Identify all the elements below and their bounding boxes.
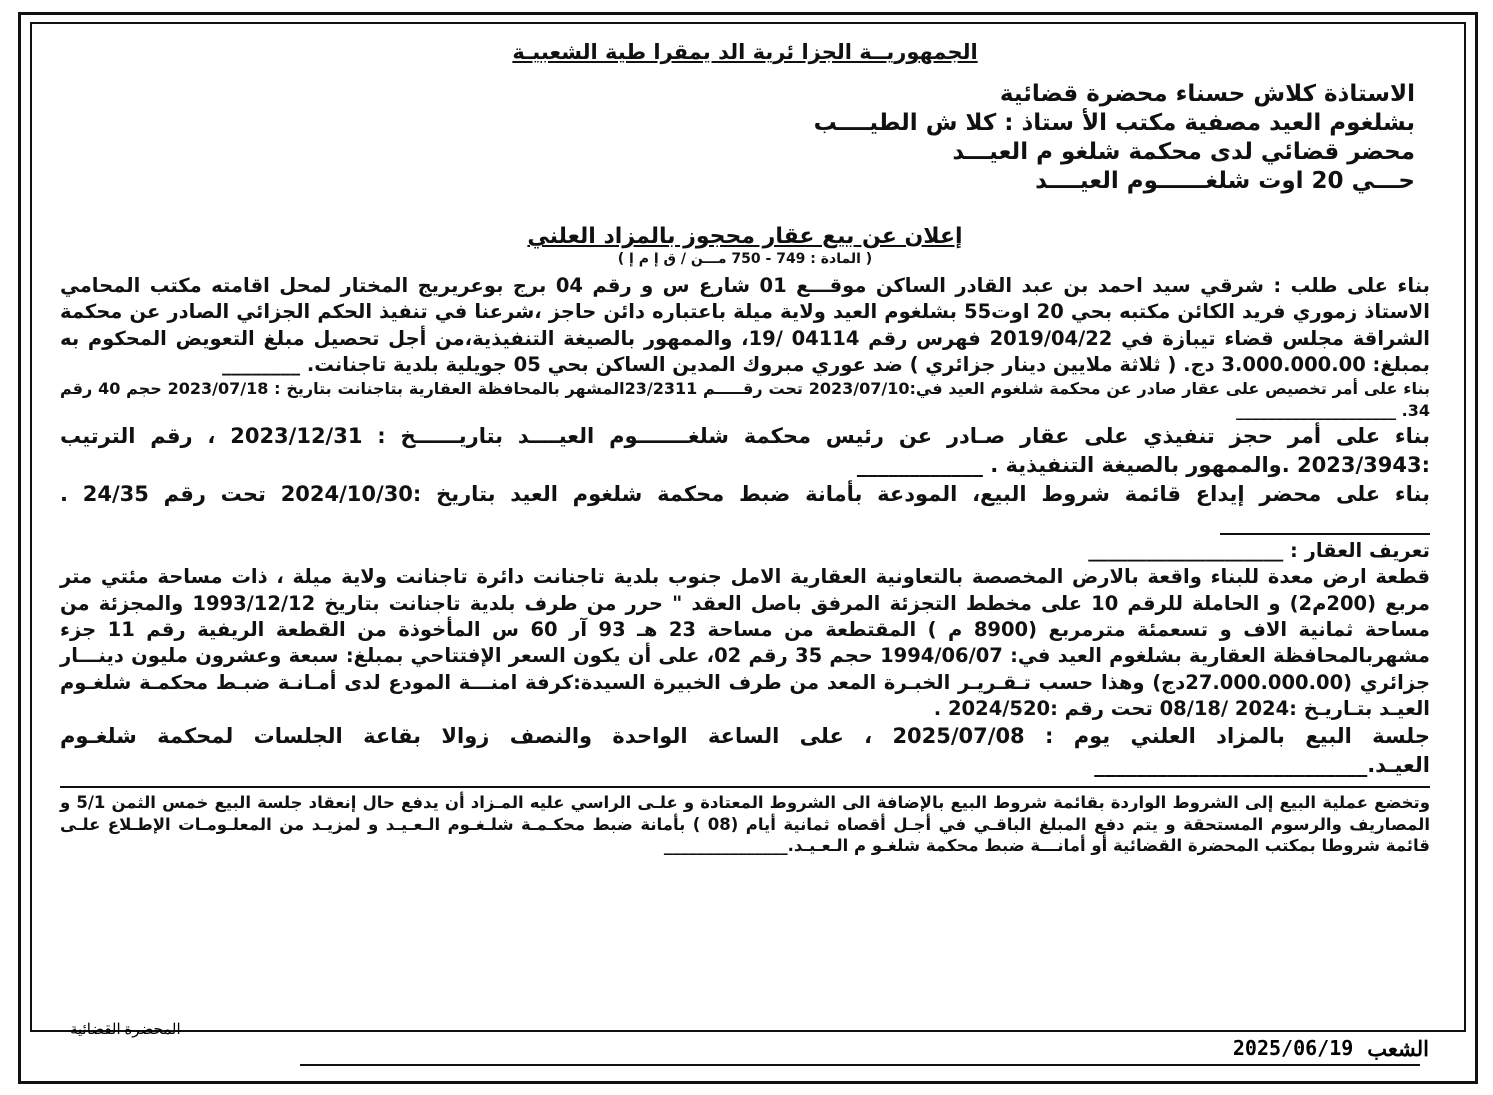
bailiff-header (60, 80, 1430, 196)
office-address: حـــي 20 اوت شلغــــــوم العيــــد (1035, 168, 1415, 194)
footer-rule (300, 1064, 1420, 1066)
publication-footer (1009, 1036, 1429, 1061)
paragraph-terms: وتخضع عملية البيع إلى الشروط الواردة بقائمة شروط البيع بالإضافة الى الشروط المعتادة و علـى الراسي عليه المـزاد أن يدفع حال إنعقاد جلسة البيع خمس الثمن 5/1 و المصاريف والرسوم المستحقة و يتم دفع المبلغ الباقـي في أجـل أقصاه ثمانية أيام (08 ) بأمانة ضبط محكـمـة شلـغـوم الـعـيـد و لمزيـد من المعلـومـات الإطـلاع علـى قائمة شروطا بمكتب المحضرة القضائية أو أمانـــة ضبط محكمة شلغـو م الـعـيـد._______________ (60, 793, 1430, 856)
republic-heading: الجمهوريــة الجزا ئرية الد يمقرا طية الشعبيـة (512, 40, 978, 64)
signature-label: المحضرة القضائية (70, 1022, 181, 1038)
newspaper-name: الشعب (1367, 1036, 1429, 1061)
paragraph-property-description: قطعة ارض معدة للبناء واقعة بالارض المخصصة بالتعاونية العقارية الامل جنوب بلدية تاجنانت دائرة تاجنانت ولاية ميلة ، ذات مساحة مئتي متر مربع (200م2) و الحاملة للرقم 10 على مخطط التجزئة المرفق باصل العقد " حرر من طرف بلدية تاجنانت بتاريخ 1993/12/12 والمجزئة من مساحة ثمانية الاف و تسعمئة مترمربع (8900 م ) المقتطعة من مساحة 23 هـ 93 آر 60 س المأخوذة من القطعة الريفية رقم 11 جزء مشهربالمحافظة العقارية بشلغوم العيد في: 1994/06/07 حجم 35 رقم 02، على أن يكون السعر الإفتتاحي بمبلغ: سبعة وعشرون مليون دينـــار جزائري (27.000.000.00دج) وهذا حسب تـقـريـر الخبـرة المعد من طرف الخبيرة السيدة:كرفة امنـــة المودع لدى أمـانـة ضبـط محكمـة شلغـوم العيـد بتـاريـخ :2024 /08/18 تحت رقم :2024/520 . (60, 565, 1431, 720)
publication-date: 2025/06/19 (1232, 1036, 1354, 1060)
notice-body (60, 273, 1430, 780)
section-divider (60, 786, 1430, 788)
paragraph-conditions-deposit: بناء على محضر إيداع قائمة شروط البيع، المودعة بأمانة ضبط محكمة شلغوم العيد بتاريخ :2024/10/30 تحت رقم 24/35 . ____________________ (60, 482, 1430, 536)
legal-notice-document (60, 30, 1430, 857)
office-successor: بشلغوم العيد مصفية مكتب الأ ستاذ : كلا ش الطيــــب (813, 110, 1415, 136)
court-affiliation: محضر قضائي لدى محكمة شلغو م العيـــد (952, 139, 1415, 165)
paragraph-request: بناء على طلب : شرقي سيد احمد بن عبد القادر الساكن موقـــع 01 شارع س و رقم 04 برج بوعريريج المختار لمحل اقامته مكتب المحامي الاستاذ زموري فريد الكائن مكتبه بحي 20 اوت55 بشلغوم العيد ولاية ميلة باعتباره دائن حاجز ،شرعنا في تنفيذ الحكم الجزائي الصادر عن محكمة الشراقة مجلس قضاء تيبازة في 2019/04/22 فهرس رقم 04114 /19، والممهور بالصيغة التنفيذية،من أجل تحصيل مبلغ التعويض المحكوم به بمبلغ: 3.000.000.00 دج. ( ثلاثة ملايين دينار جزائري ) ضد عوري مبروك المدين الساكن بحي 05 جويلية بلدية تاجنانت. ________ (60, 274, 1430, 376)
sale-terms (60, 792, 1430, 857)
property-definition-heading: تعريف العقار : ____________________ (1088, 539, 1430, 563)
paragraph-auction-session: جلسة البيع بالمزاد العلني يوم : 2025/07/08 ، على الساعة الواحدة والنصف زوالا بقاعة الجلسات لمحكمة شلغـوم العيـد.__________________________ (60, 724, 1430, 778)
paragraph-seizure-order: بناء على أمر حجز تنفيذي على عقار صـادر عن رئيس محكمة شلغـــــــوم العيــــد بتاريــــــخ : 2023/12/31 ، رقم الترتيب :2023/3943 .والممهور بالصيغة التنفيذية . ____________ (60, 424, 1430, 478)
notice-title: إعلان عن بيع عقار محجوز بالمزاد العلني (527, 224, 963, 249)
legal-reference: ( المادة : 749 - 750 مـــن / ق إ م إ ) (617, 251, 873, 267)
paragraph-allocation-order: بناء على أمر تخصيص على عقار صادر عن محكمة شلغوم العيد في:2023/07/10 تحت رقـــــم 23/2311المشهر بالمحافظة العقارية بتاجنانت بتاريخ : 2023/07/18 حجم 40 رقم 34. ____________________ (60, 379, 1431, 421)
bailiff-name: الاستاذة كلاش حسناء محضرة قضائية (999, 81, 1415, 107)
